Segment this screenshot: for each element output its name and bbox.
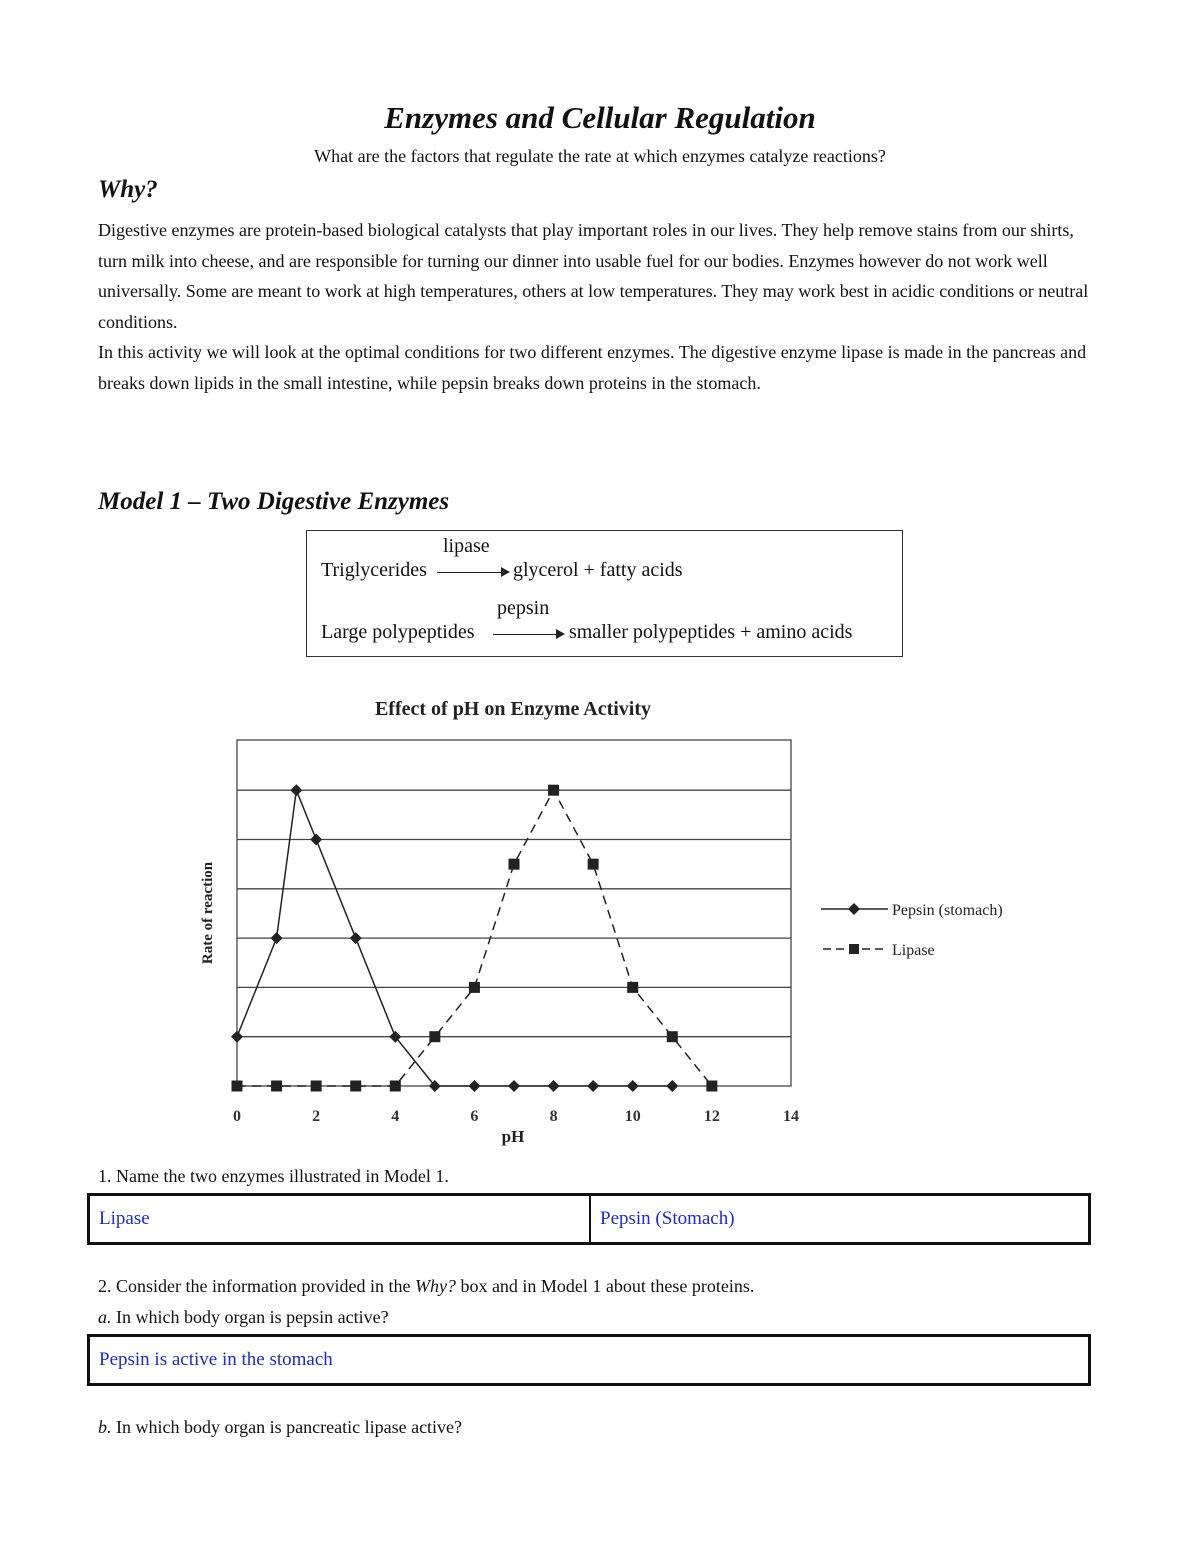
lipase-enzyme-label: lipase bbox=[443, 535, 490, 557]
legend-lipase-marker bbox=[849, 944, 859, 954]
lipase-data-point bbox=[271, 1081, 282, 1092]
question-2b-text: In which body organ is pancreatic lipase active? bbox=[111, 1417, 463, 1437]
why-paragraph-2: In this activity we will look at the optimal conditions for two different enzymes. The digestive enzyme lipase is made in the pancreas and breaks down lipids in the small intestine, while pepsin breaks down proteins in the stomach. bbox=[98, 342, 1087, 393]
question-2-why-ref: Why? bbox=[414, 1276, 456, 1296]
pepsin-data-point bbox=[271, 932, 283, 944]
pepsin-enzyme-label: pepsin bbox=[497, 597, 550, 619]
x-tick-label: 10 bbox=[624, 1108, 641, 1125]
legend-pepsin-label: Pepsin (stomach) bbox=[892, 902, 1003, 919]
question-2a-label: a. bbox=[98, 1307, 112, 1327]
answer-cell-lipase[interactable]: Lipase bbox=[90, 1196, 591, 1242]
pepsin-products-label: smaller polypeptides + amino acids bbox=[569, 621, 853, 643]
pepsin-data-point bbox=[627, 1080, 639, 1092]
lipase-data-point bbox=[667, 1031, 678, 1042]
x-tick-label: 6 bbox=[470, 1108, 479, 1125]
chart-legend bbox=[821, 902, 1003, 959]
question-1-answer-table bbox=[87, 1193, 1091, 1245]
x-tick-label: 2 bbox=[312, 1108, 321, 1125]
pepsin-data-point bbox=[587, 1080, 599, 1092]
large-polypeptides-label: Large polypeptides bbox=[321, 621, 475, 643]
lipase-data-point bbox=[390, 1081, 401, 1092]
question-1: 1. Name the two enzymes illustrated in Model 1. bbox=[98, 1166, 449, 1186]
lipase-data-point bbox=[548, 785, 559, 796]
lipase-data-point bbox=[588, 859, 599, 870]
plot-area bbox=[237, 740, 791, 1086]
why-heading: Why? bbox=[98, 176, 158, 203]
x-tick-label: 14 bbox=[783, 1108, 799, 1125]
legend-lipase-label: Lipase bbox=[892, 942, 935, 959]
question-2a-text: In which body organ is pepsin active? bbox=[111, 1307, 389, 1327]
pepsin-data-point bbox=[231, 1031, 243, 1043]
x-axis-label: pH bbox=[501, 1127, 525, 1146]
pepsin-data-point bbox=[350, 932, 362, 944]
lipase-data-point bbox=[350, 1081, 361, 1092]
y-axis-label: Rate of reaction bbox=[200, 861, 216, 965]
question-2a-answer-table bbox=[87, 1334, 1091, 1386]
question-2a bbox=[98, 1307, 389, 1328]
chart-title: Effect of pH on Enzyme Activity bbox=[374, 698, 652, 720]
model1-heading: Model 1 – Two Digestive Enzymes bbox=[98, 488, 450, 515]
triglycerides-label: Triglycerides bbox=[321, 559, 427, 581]
pepsin-data-point bbox=[468, 1080, 480, 1092]
question-2-text-start: 2. Consider the information provided in the bbox=[98, 1276, 415, 1296]
question-2b-label: b. bbox=[98, 1417, 112, 1437]
x-tick-label: 0 bbox=[233, 1108, 241, 1125]
pepsin-data-point bbox=[310, 834, 322, 846]
question-2 bbox=[98, 1276, 754, 1297]
pepsin-data-point bbox=[548, 1080, 560, 1092]
x-tick-label: 12 bbox=[703, 1108, 720, 1125]
lipase-data-point bbox=[706, 1081, 717, 1092]
x-tick-label: 8 bbox=[549, 1108, 558, 1125]
question-2b bbox=[98, 1417, 462, 1438]
page-title: Enzymes and Cellular Regulation bbox=[384, 100, 816, 135]
lipase-data-point bbox=[232, 1081, 243, 1092]
answer-cell-pepsin[interactable]: Pepsin (Stomach) bbox=[600, 1208, 735, 1229]
legend-pepsin-marker bbox=[848, 903, 860, 915]
lipase-data-point bbox=[429, 1031, 440, 1042]
pepsin-data-point bbox=[508, 1080, 520, 1092]
x-tick-label: 4 bbox=[391, 1108, 400, 1125]
pepsin-data-point bbox=[666, 1080, 678, 1092]
lipase-products-label: glycerol + fatty acids bbox=[513, 559, 683, 581]
lipase-data-point bbox=[469, 982, 480, 993]
lipase-data-point bbox=[311, 1081, 322, 1092]
lipase-data-point bbox=[509, 859, 520, 870]
question-2-text-end: box and in Model 1 about these proteins. bbox=[455, 1276, 755, 1296]
lipase-data-point bbox=[627, 982, 638, 993]
pepsin-data-point bbox=[290, 784, 302, 796]
answer-cell-pepsin-organ[interactable]: Pepsin is active in the stomach bbox=[99, 1349, 333, 1370]
why-paragraph-1: Digestive enzymes are protein-based biological catalysts that play important roles in our lives. They help remove stains from our shirts, turn milk into cheese, and are responsible for turning our dinner into usable fuel for our bodies. Enzymes however do not work well universally. Some are meant to work at high temperatures, others at low temperatures. They may work best in acidic conditions or neutral conditions. bbox=[98, 220, 1089, 332]
page-subtitle: What are the factors that regulate the rate at which enzymes catalyze reactions? bbox=[314, 146, 886, 166]
